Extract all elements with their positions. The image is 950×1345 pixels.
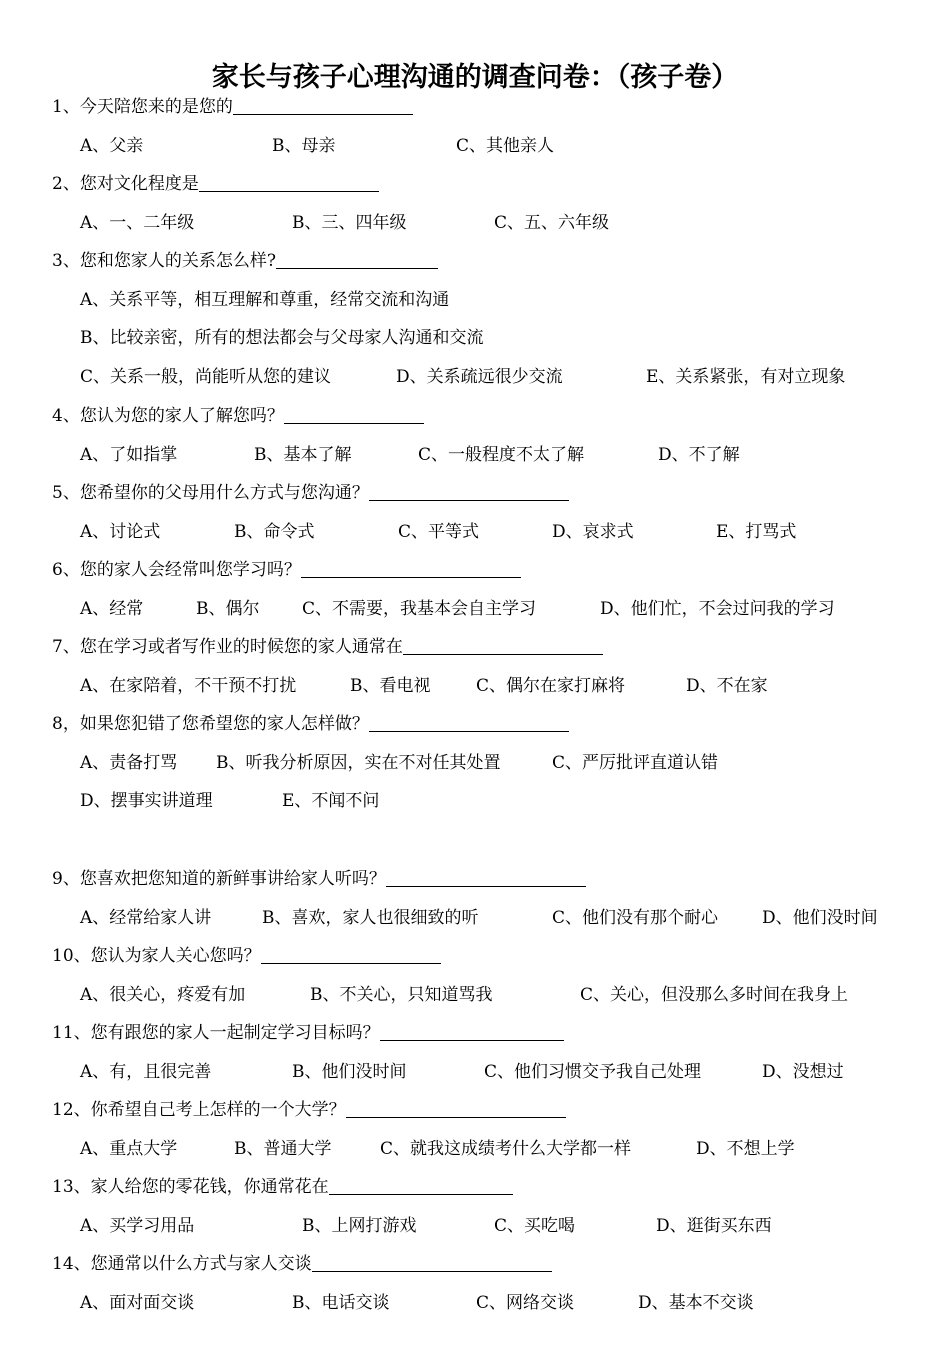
options-row — [0, 786, 950, 816]
answer-blank[interactable] — [301, 559, 521, 578]
question-1 — [52, 92, 413, 122]
options-row — [0, 517, 950, 547]
options-row — [0, 323, 950, 353]
option-item[interactable]: C、其他亲人 — [456, 135, 555, 156]
answer-blank[interactable] — [329, 1176, 513, 1195]
answer-blank[interactable] — [284, 405, 424, 424]
question-11 — [52, 1018, 564, 1048]
question-6 — [52, 555, 521, 585]
option-item[interactable]: E、打骂式 — [716, 521, 797, 542]
question-4 — [52, 401, 424, 431]
option-item[interactable]: C、平等式 — [398, 521, 480, 542]
answer-blank[interactable] — [380, 1022, 564, 1041]
options-row — [0, 1288, 950, 1318]
options-row — [0, 748, 950, 778]
option-item[interactable]: C、一般程度不太了解 — [418, 444, 585, 465]
options-row — [0, 131, 950, 161]
question-8 — [52, 709, 569, 739]
option-item[interactable]: C、网络交谈 — [476, 1292, 575, 1313]
option-item[interactable]: D、不了解 — [658, 444, 740, 465]
question-text: 12、你希望自己考上怎样的一个大学？ — [52, 1100, 346, 1120]
option-item[interactable]: D、摆事实讲道理 — [80, 791, 213, 811]
answer-blank[interactable] — [312, 1253, 552, 1272]
answer-blank[interactable] — [276, 250, 438, 269]
question-text: 8，如果您犯错了您希望您的家人怎样做？ — [52, 714, 369, 734]
option-item[interactable]: B、他们没时间 — [292, 1061, 407, 1082]
question-14 — [52, 1249, 552, 1279]
question-text: 11、您有跟您的家人一起制定学习目标吗？ — [52, 1023, 380, 1043]
option-item[interactable]: B、比较亲密，所有的想法都会与父母家人沟通和交流 — [80, 328, 484, 348]
option-item[interactable]: A、责备打骂 — [80, 752, 178, 773]
question-13 — [52, 1172, 513, 1202]
options-row — [0, 440, 950, 470]
question-text: 7、您在学习或者写作业的时候您的家人通常在 — [52, 637, 403, 657]
option-item[interactable]: D、逛街买东西 — [656, 1215, 772, 1236]
option-item[interactable]: E、不闻不问 — [282, 791, 380, 811]
option-item[interactable]: A、经常 — [80, 598, 144, 619]
question-text: 6、您的家人会经常叫您学习吗？ — [52, 560, 301, 580]
options-row — [0, 903, 950, 933]
option-item[interactable]: B、普通大学 — [234, 1138, 332, 1159]
question-12 — [52, 1095, 566, 1125]
option-item[interactable]: A、讨论式 — [80, 521, 161, 542]
option-item[interactable]: B、电话交谈 — [292, 1292, 390, 1313]
option-item[interactable]: D、没想过 — [762, 1061, 844, 1082]
question-text: 14、您通常以什么方式与家人交谈 — [52, 1254, 312, 1274]
options-row — [0, 208, 950, 238]
option-item[interactable]: C、严厉批评直道认错 — [552, 752, 719, 773]
question-7 — [52, 632, 603, 662]
option-item[interactable]: A、父亲 — [80, 135, 144, 156]
option-item[interactable]: D、他们没时间 — [762, 907, 878, 928]
option-item[interactable]: C、就我这成绩考什么大学都一样 — [380, 1138, 632, 1159]
option-item[interactable]: C、买吃喝 — [494, 1215, 576, 1236]
answer-blank[interactable] — [403, 636, 603, 655]
option-item[interactable]: A、一、二年级 — [80, 212, 195, 233]
option-item[interactable]: D、关系疏远很少交流 — [396, 366, 563, 387]
option-item[interactable]: A、经常给家人讲 — [80, 907, 212, 928]
options-row — [0, 362, 950, 392]
option-item[interactable]: B、命令式 — [234, 521, 315, 542]
question-3 — [52, 246, 438, 276]
answer-blank[interactable] — [346, 1099, 566, 1118]
options-row — [0, 1057, 950, 1087]
option-item[interactable]: D、不在家 — [686, 675, 768, 696]
options-row — [0, 1211, 950, 1241]
option-item[interactable]: A、了如指掌 — [80, 444, 178, 465]
question-10 — [52, 941, 441, 971]
question-9 — [52, 864, 586, 894]
option-item[interactable]: A、有，且很完善 — [80, 1061, 212, 1082]
answer-blank[interactable] — [261, 945, 441, 964]
option-item[interactable]: D、哀求式 — [552, 521, 634, 542]
option-item[interactable]: B、母亲 — [272, 135, 336, 156]
question-2 — [52, 169, 379, 199]
option-item[interactable]: D、他们忙，不会过问我的学习 — [600, 598, 835, 619]
options-row — [0, 594, 950, 624]
option-item[interactable]: D、不想上学 — [696, 1138, 795, 1159]
options-row — [0, 671, 950, 701]
options-row — [0, 285, 950, 315]
option-item[interactable]: A、面对面交谈 — [80, 1292, 195, 1313]
option-item[interactable]: A、关系平等，相互理解和尊重，经常交流和沟通 — [80, 289, 450, 310]
option-item[interactable]: B、看电视 — [350, 675, 431, 696]
question-text: 13、家人给您的零花钱，你通常花在 — [52, 1177, 329, 1197]
option-item[interactable]: A、很关心，疼爱有加 — [80, 984, 246, 1005]
answer-blank[interactable] — [369, 713, 569, 732]
option-item[interactable]: A、买学习用品 — [80, 1215, 195, 1236]
option-item[interactable]: B、偶尔 — [196, 598, 260, 619]
option-item[interactable]: B、三、四年级 — [292, 212, 407, 233]
options-row — [0, 1134, 950, 1164]
option-item[interactable]: B、不关心，只知道骂我 — [310, 984, 493, 1005]
question-text: 1、今天陪您来的是您的 — [52, 97, 233, 117]
option-item[interactable]: C、他们没有那个耐心 — [552, 907, 719, 928]
option-item[interactable]: A、在家陪着，不干预不打扰 — [80, 675, 297, 696]
question-text: 9、您喜欢把您知道的新鲜事讲给家人听吗？ — [52, 869, 386, 889]
option-item[interactable]: A、重点大学 — [80, 1138, 178, 1159]
option-item[interactable]: C、偶尔在家打麻将 — [476, 675, 626, 696]
question-text: 5、您希望你的父母用什么方式与您沟通？ — [52, 483, 369, 503]
question-5 — [52, 478, 569, 508]
option-item[interactable]: D、基本不交谈 — [638, 1292, 754, 1313]
option-item[interactable]: E、关系紧张，有对立现象 — [646, 366, 846, 387]
option-item[interactable]: C、不需要，我基本会自主学习 — [302, 598, 537, 619]
option-item[interactable]: B、基本了解 — [254, 444, 352, 465]
option-item[interactable]: B、上网打游戏 — [302, 1215, 417, 1236]
answer-blank[interactable] — [386, 868, 586, 887]
answer-blank[interactable] — [369, 482, 569, 501]
option-item[interactable]: B、听我分析原因，实在不对任其处置 — [216, 752, 501, 773]
question-text: 4、您认为您的家人了解您吗？ — [52, 406, 284, 426]
answer-blank[interactable] — [233, 96, 413, 115]
option-item[interactable]: C、五、六年级 — [494, 212, 610, 233]
option-item[interactable]: C、他们习惯交予我自己处理 — [484, 1061, 702, 1082]
question-text: 10、您认为家人关心您吗？ — [52, 946, 261, 966]
answer-blank[interactable] — [199, 173, 379, 192]
option-item[interactable]: C、关心，但没那么多时间在我身上 — [580, 984, 849, 1005]
option-item[interactable]: C、关系一般，尚能听从您的建议 — [80, 366, 332, 387]
option-item[interactable]: B、喜欢，家人也很细致的听 — [262, 907, 479, 928]
page-title: 家长与孩子心理沟通的调查问卷：（孩子卷） — [211, 62, 739, 93]
question-text: 2、您对文化程度是 — [52, 174, 199, 194]
question-text: 3、您和您家人的关系怎么样? — [52, 251, 276, 271]
options-row — [0, 980, 950, 1010]
